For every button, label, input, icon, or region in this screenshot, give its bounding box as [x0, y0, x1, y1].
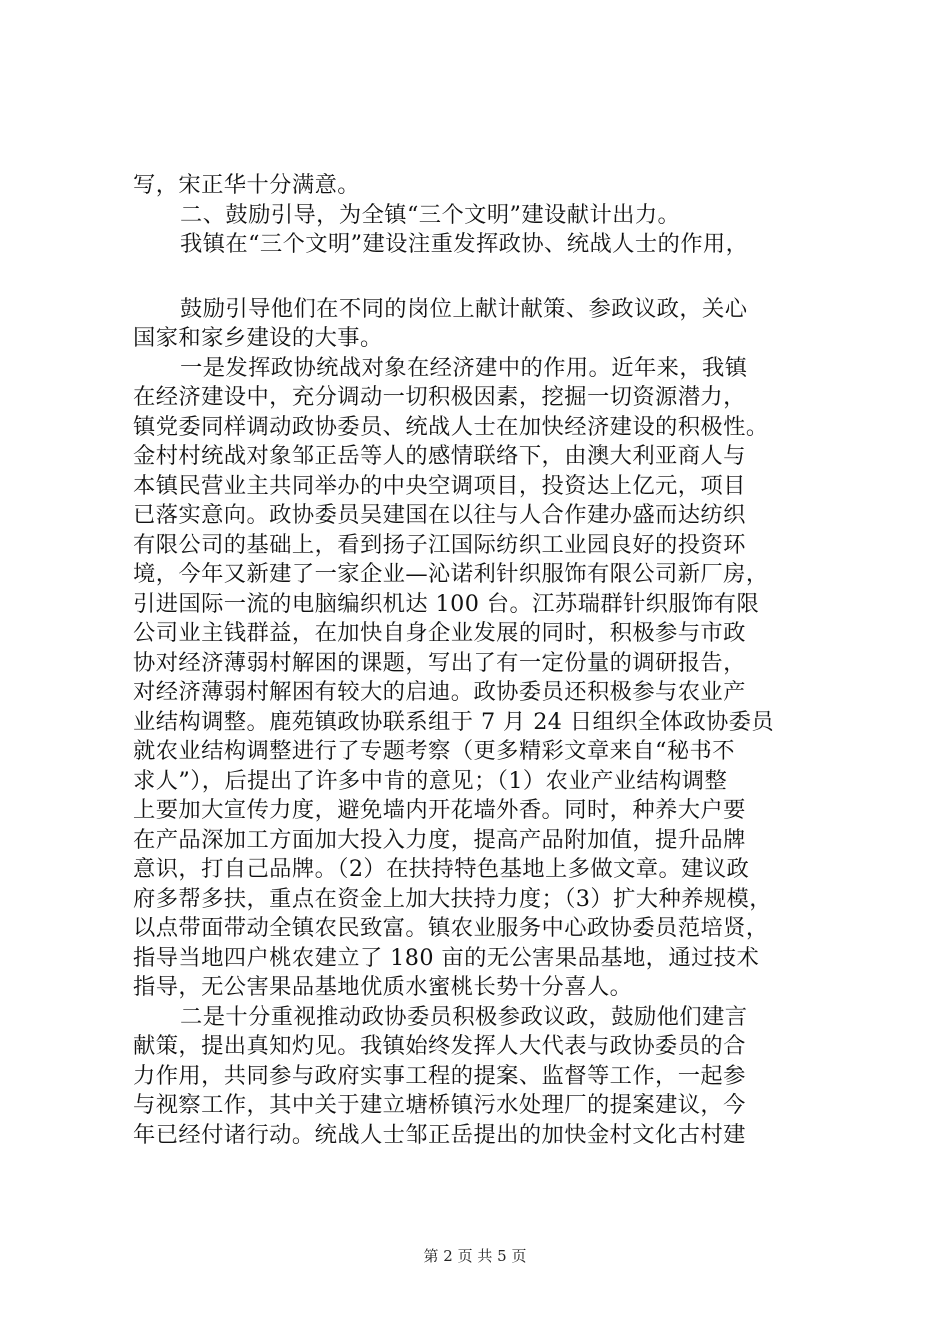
- text-line: 上要加大宣传力度，避免墙内开花墙外香。同时，种养大户要: [133, 797, 746, 823]
- text-line: 意识，打自己品牌。（2）在扶持特色基地上多做文章。建议政: [133, 856, 750, 882]
- text-line: 协对经济薄弱村解困的课题，写出了有一定份量的调研报告，: [133, 649, 746, 676]
- text-line: 鼓励引导他们在不同的岗位上献计献策、参政议政，关心: [180, 295, 748, 322]
- section-heading: 二、鼓励引导，为全镇“三个文明”建设献计出力。: [180, 201, 681, 228]
- page-number-footer: 第 2 页 共 5 页: [423, 1247, 527, 1265]
- text-line: 有限公司的基础上，看到扬子江国际纺织工业园良好的投资环: [133, 531, 746, 558]
- text-line: 指导当地四户桃农建立了 180 亩的无公害果品基地，通过技术: [133, 944, 760, 971]
- paragraph-block-body: [133, 295, 833, 1151]
- text-line: 指导，无公害果品基地优质水蜜桃长势十分喜人。: [133, 974, 633, 1000]
- text-line: 已落实意向。政协委员吴建国在以往与人合作建办盛而达纺织: [133, 502, 746, 528]
- document-page: [133, 171, 833, 1150]
- text-line: 对经济薄弱村解困有较大的启迪。政协委员还积极参与农业产: [133, 679, 746, 705]
- text-line: 我镇在“三个文明”建设注重发挥政协、统战人士的作用，: [180, 231, 749, 257]
- text-line: 金村村统战对象邹正岳等人的感情联络下，由澳大利亚商人与: [133, 443, 746, 469]
- text-line: 力作用，共同参与政府实事工程的提案、监督等工作，一起参: [133, 1062, 746, 1089]
- text-line: 写，宋正华十分满意。: [133, 172, 360, 198]
- text-line: 献策，提出真知灼见。我镇始终发挥人大代表与政协委员的合: [133, 1033, 746, 1059]
- text-line: 与视察工作，其中关于建立塘桥镇污水处理厂的提案建议，今: [133, 1092, 746, 1118]
- text-line: 在产品深加工方面加大投入力度，提高产品附加值，提升品牌: [133, 826, 746, 853]
- text-line: 本镇民营业主共同举办的中央空调项目，投资达上亿元，项目: [133, 472, 746, 499]
- text-line: 境，今年又新建了一家企业—沁诺利针织服饰有限公司新厂房，: [133, 561, 769, 587]
- text-line: 公司业主钱群益，在加快自身企业发展的同时，积极参与市政: [133, 620, 746, 646]
- text-line: 就农业结构调整进行了专题考察（更多精彩文章来自“秘书不: [133, 738, 735, 764]
- text-line: 年已经付诸行动。统战人士邹正岳提出的加快金村文化古村建: [133, 1121, 746, 1148]
- text-line: 求人”），后提出了许多中肯的意见；（1）农业产业结构调整: [133, 767, 728, 794]
- text-line: 二是十分重视推动政协委员积极参政议政，鼓励他们建言: [180, 1003, 748, 1030]
- text-line: 一是发挥政协统战对象在经济建中的作用。近年来，我镇: [180, 354, 748, 381]
- paragraph-gap: [133, 260, 833, 295]
- text-line: 在经济建设中，充分调动一切积极因素，挖掘一切资源潜力，: [133, 384, 746, 410]
- paragraph-block-top: [133, 171, 833, 260]
- text-line: 以点带面带动全镇农民致富。镇农业服务中心政协委员范培贤，: [133, 915, 769, 941]
- text-line: 府多帮多扶，重点在资金上加大扶持力度；（3）扩大种养规模，: [133, 885, 772, 912]
- text-line: 镇党委同样调动政协委员、统战人士在加快经济建设的积极性。: [133, 413, 769, 440]
- text-line: 业结构调整。鹿苑镇政协联系组于 7 月 24 日组织全体政协委员: [133, 708, 775, 735]
- text-line: 国家和家乡建设的大事。: [133, 325, 383, 351]
- text-line: 引进国际一流的电脑编织机达 100 台。江苏瑞群针织服饰有限: [133, 590, 760, 617]
